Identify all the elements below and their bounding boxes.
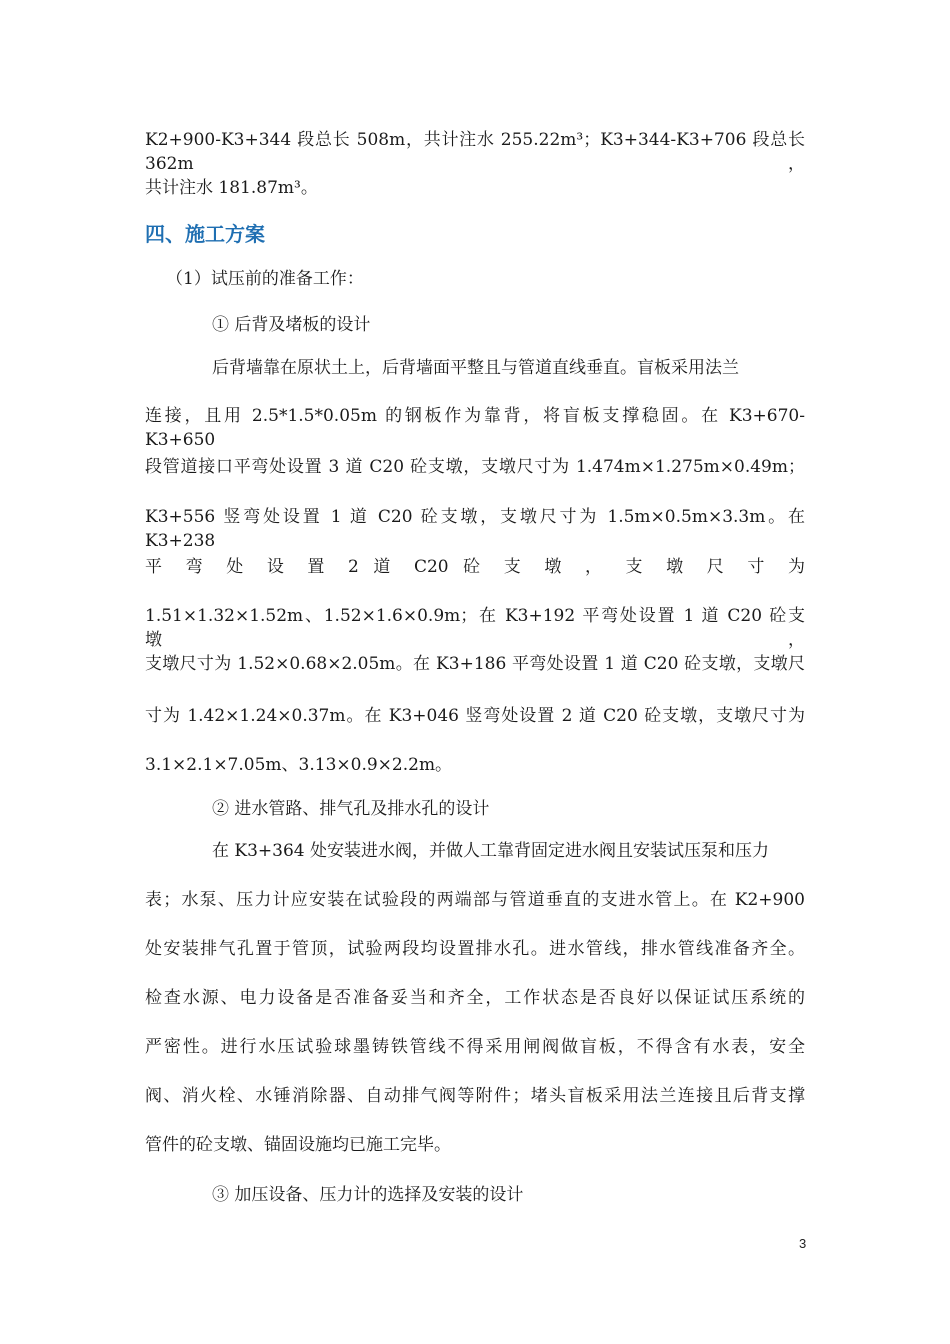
item-1-line-2: 连接，且用 2.5*1.5*0.05m 的钢板作为靠背，将盲板支撑稳固。在 K3+670- K3+650	[145, 406, 805, 450]
item-1-line-3: 段管道接口平弯处设置 3 道 C20 砼支墩，支墩尺寸为 1.474m×1.275m×0.49m；	[145, 457, 805, 477]
item-2-line-5: 严密性。进行水压试验球墨铸铁管线不得采用闸阀做盲板，不得含有水表，安全	[145, 1037, 805, 1057]
item-2-line-7: 管件的砼支墩、锚固设施均已施工完毕。	[145, 1135, 451, 1155]
item-2-line-6: 阀、消火栓、水锤消除器、自动排气阀等附件；堵头盲板采用法兰连接且后背支撑	[145, 1086, 805, 1106]
item-1-line-7: 支墩尺寸为 1.52×0.68×2.05m。在 K3+186 平弯处设置 1 道 C20 砼支墩，支墩尺	[145, 654, 805, 674]
item-1-line-9: 3.1×2.1×7.05m、3.13×0.9×2.2m。	[145, 755, 453, 775]
page-number: 3	[799, 1236, 807, 1251]
item-2-line-3: 处安装排气孔置于管顶，试验两段均设置排水孔。进水管线，排水管线准备齐全。	[145, 939, 805, 959]
item-3-title: ③ 加压设备、压力计的选择及安装的设计	[212, 1185, 524, 1205]
intro-line-1: K2+900-K3+344 段总长 508m，共计注水 255.22m³；K3+344-K3+706 段总长 362m，	[145, 130, 805, 174]
section-heading: 四、施工方案	[145, 222, 265, 246]
item-2-line-4: 检查水源、电力设备是否准备妥当和齐全，工作状态是否良好以保证试压系统的	[145, 988, 805, 1008]
item-2-title: ② 进水管路、排气孔及排水孔的设计	[212, 799, 490, 819]
item-1-line-6: 1.51×1.32×1.52m、1.52×1.6×0.9m；在 K3+192 平弯处设置 1 道 C20 砼支墩，	[145, 606, 805, 650]
item-1-line-8: 寸为 1.42×1.24×0.37m。在 K3+046 竖弯处设置 2 道 C20 砼支墩，支墩尺寸为	[145, 706, 805, 726]
intro-line-2: 共计注水 181.87m³。	[145, 178, 318, 198]
item-2-line-2: 表；水泵、压力计应安装在试验段的两端部与管道垂直的支进水管上。在 K2+900	[145, 890, 805, 910]
item-1-line-5: 平 弯 处 设 置 2 道 C20 砼 支 墩 ， 支 墩 尺 寸 为	[145, 557, 805, 577]
item-2-line-1: 在 K3+364 处安装进水阀，并做人工靠背固定进水阀且安装试压泵和压力	[212, 841, 770, 861]
item-1-line-1: 后背墙靠在原状土上，后背墙面平整且与管道直线垂直。盲板采用法兰	[212, 358, 739, 378]
subsection-title: （1）试压前的准备工作：	[166, 269, 364, 289]
item-1-line-4: K3+556 竖弯处设置 1 道 C20 砼支墩，支墩尺寸为 1.5m×0.5m×3.3m。在 K3+238	[145, 507, 805, 551]
item-1-title: ① 后背及堵板的设计	[212, 315, 371, 335]
